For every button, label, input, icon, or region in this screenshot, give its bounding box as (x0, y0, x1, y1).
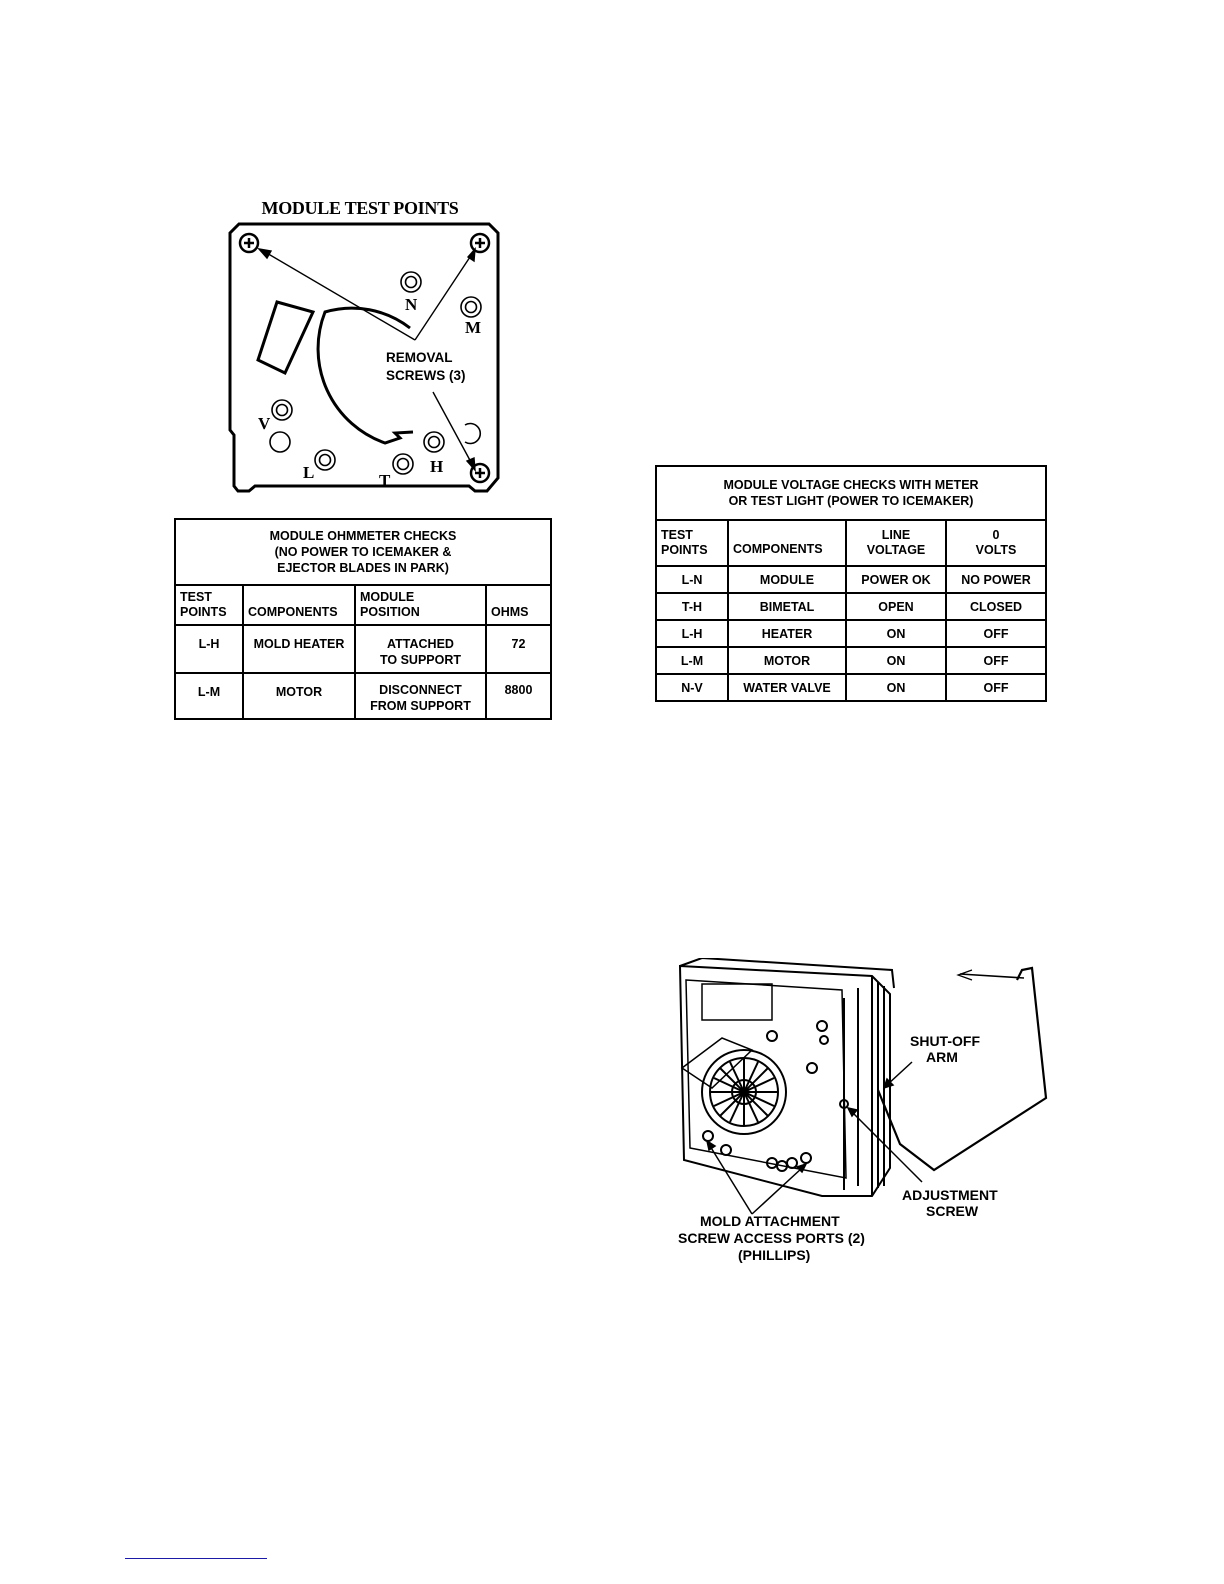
icemaker-illustration (672, 958, 1062, 1268)
table-cell: DISCONNECT FROM SUPPORT (355, 673, 486, 719)
voltage-checks-table (655, 465, 1047, 702)
test-point-n (401, 272, 421, 292)
table-cell: 72 (486, 625, 551, 673)
table-cell: L-M (656, 647, 728, 674)
table-row (175, 673, 551, 719)
ohm-table-header-row (175, 585, 551, 625)
adjustment-screw-label-2: SCREW (926, 1203, 979, 1219)
volt-table-caption: MODULE VOLTAGE CHECKS WITH METER OR TEST LIGHT (POWER TO ICEMAKER) (656, 466, 1046, 520)
volt-table-header-row (656, 520, 1046, 566)
table-row (656, 566, 1046, 593)
module-window (258, 302, 313, 373)
label-t: T (379, 471, 391, 490)
adjustment-screw-label-1: ADJUSTMENT (902, 1187, 998, 1203)
mold-ports-label-1: MOLD ATTACHMENT (700, 1213, 840, 1229)
table-cell: BIMETAL (728, 593, 846, 620)
module-test-points-title: MODULE TEST POINTS (261, 198, 459, 218)
table-cell: MOLD HEATER (243, 625, 355, 673)
ohm-table-caption: MODULE OHMMETER CHECKS (NO POWER TO ICEMAKER & EJECTOR BLADES IN PARK) (175, 519, 551, 585)
table-cell: ON (846, 647, 946, 674)
removal-screws-label-1: REMOVAL (386, 350, 453, 365)
hole-left (270, 432, 290, 452)
table-cell: POWER OK (846, 566, 946, 593)
screw-top-right-icon (471, 234, 489, 252)
module-diagram (225, 220, 505, 498)
label-m: M (465, 318, 482, 337)
table-row (656, 620, 1046, 647)
table-cell: HEATER (728, 620, 846, 647)
table-cell: MODULE (728, 566, 846, 593)
table-row (656, 674, 1046, 701)
label-v: V (258, 414, 271, 433)
test-point-t (393, 454, 413, 474)
table-cell: N-V (656, 674, 728, 701)
col-header: 0 VOLTS (946, 520, 1046, 566)
table-cell: 8800 (486, 673, 551, 719)
removal-screws-label-2: SCREWS (3) (386, 368, 466, 383)
icemaker-gear (702, 1050, 786, 1134)
col-header: LINE VOLTAGE (846, 520, 946, 566)
screw-top-left-icon (240, 234, 258, 252)
table-cell: MOTOR (728, 647, 846, 674)
table-cell: OFF (946, 647, 1046, 674)
label-h: H (430, 457, 444, 476)
table-cell: T-H (656, 593, 728, 620)
table-cell: CLOSED (946, 593, 1046, 620)
shutoff-arm (878, 968, 1046, 1170)
ohmmeter-checks-table (174, 518, 552, 720)
table-cell: OFF (946, 674, 1046, 701)
mold-ports-label-2: SCREW ACCESS PORTS (2) (678, 1230, 865, 1246)
label-l: L (303, 463, 315, 482)
table-cell: ATTACHED TO SUPPORT (355, 625, 486, 673)
table-row (656, 593, 1046, 620)
test-point-l (315, 450, 335, 470)
col-header: COMPONENTS (243, 585, 355, 625)
table-cell: OPEN (846, 593, 946, 620)
table-cell: L-H (656, 620, 728, 647)
test-point-v (272, 400, 292, 420)
shutoff-arm-label-1: SHUT-OFF (910, 1033, 980, 1049)
table-cell: L-H (175, 625, 243, 673)
table-row (175, 625, 551, 673)
col-header: TEST POINTS (175, 585, 243, 625)
col-header: COMPONENTS (728, 520, 846, 566)
hole-right (465, 424, 480, 444)
module-plate (230, 224, 498, 491)
table-cell: OFF (946, 620, 1046, 647)
shutoff-arm-label-2: ARM (926, 1049, 958, 1065)
icemaker-sticker (702, 984, 772, 1020)
footer-rule (125, 1558, 267, 1559)
col-header: MODULE POSITION (355, 585, 486, 625)
table-cell: ON (846, 674, 946, 701)
table-cell: WATER VALVE (728, 674, 846, 701)
table-cell: L-M (175, 673, 243, 719)
mold-ports-label-3: (PHILLIPS) (738, 1247, 811, 1263)
table-row (656, 647, 1046, 674)
table-cell: NO POWER (946, 566, 1046, 593)
col-header: OHMS (486, 585, 551, 625)
col-header: TEST POINTS (656, 520, 728, 566)
test-point-h (424, 432, 444, 452)
table-cell: ON (846, 620, 946, 647)
label-n: N (405, 295, 418, 314)
table-cell: MOTOR (243, 673, 355, 719)
test-point-m (461, 297, 481, 317)
table-cell: L-N (656, 566, 728, 593)
